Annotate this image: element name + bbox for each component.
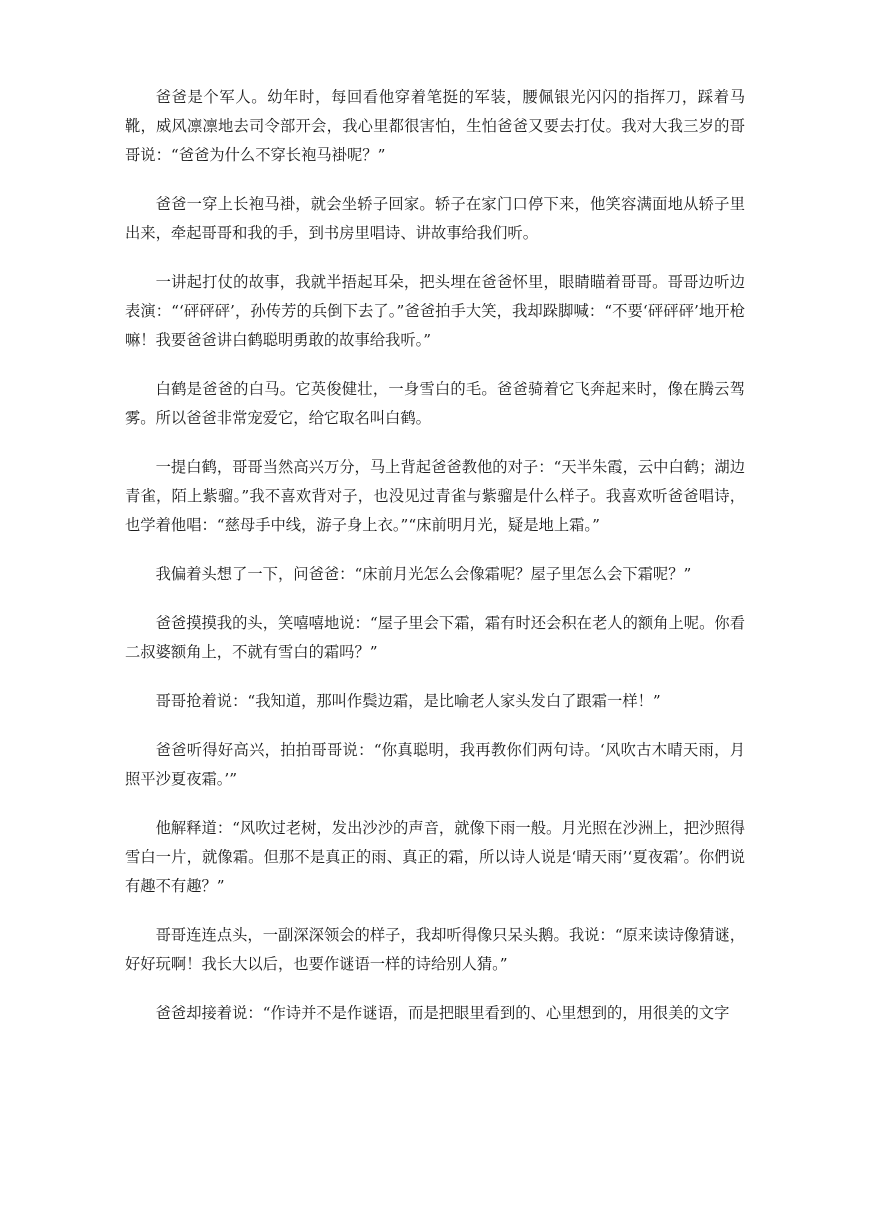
paragraph-1: 爸爸是个军人。幼年时，每回看他穿着笔挺的军装，腰佩银光闪闪的指挥刀，踩着马靴，威风凛凛地去司令部开会，我心里都很害怕，生怕爸爸又要去打仗。我对大我三岁的哥哥说：“爸爸为什么不穿长袍马褂呢？” [125, 88, 745, 164]
paragraph-3: 一讲起打仗的故事，我就半捂起耳朵，把头埋在爸爸怀里，眼睛瞄着哥哥。哥哥边听边表演：“‘砰砰砰’，孙传芳的兵倒下去了。”爸爸拍手大笑，我却跺脚喊：“不要‘砰砰砰’地开枪嘛！我要爸爸讲白鹤聪明勇敢的故事给我听。” [125, 273, 745, 349]
paragraph-12: 爸爸却接着说：“作诗并不是作谜语，而是把眼里看到的、心里想到的，用很美的文字 [155, 1004, 730, 1022]
paragraph-8: 哥哥抢着说：“我知道，那叫作鬓边霜，是比喻老人家头发白了跟霜一样！” [155, 692, 661, 710]
paragraph-7: 爸爸摸摸我的头，笑嘻嘻地说：“屋子里会下霜，霜有时还会积在老人的额角上呢。你看二叔婆额角上，不就有雪白的霜吗？” [125, 614, 745, 661]
paragraph-10: 他解释道：“风吹过老树，发出沙沙的声音，就像下雨一般。月光照在沙洲上，把沙照得雪白一片，就像霜。但那不是真正的雨、真正的霜，所以诗人说是‘晴天雨’‘夏夜霜’。你們说有趣不有趣？” [125, 819, 745, 895]
article-body [125, 83, 745, 1048]
paragraph-2: 爸爸一穿上长袍马褂，就会坐轿子回家。轿子在家门口停下来，他笑容满面地从轿子里出来，牵起哥哥和我的手，到书房里唱诗、讲故事给我们听。 [125, 195, 745, 242]
paragraph-9: 爸爸听得好高兴，拍拍哥哥说：“你真聪明，我再教你们两句诗。‘风吹古木晴天雨，月照平沙夏夜霜。’” [125, 741, 745, 788]
paragraph-4: 白鹤是爸爸的白马。它英俊健壮，一身雪白的毛。爸爸骑着它飞奔起来时，像在腾云驾雾。所以爸爸非常宠爱它，给它取名叫白鹤。 [125, 380, 745, 427]
paragraph-6: 我偏着头想了一下，问爸爸：“床前月光怎么会像霜呢？屋子里怎么会下霜呢？” [155, 565, 692, 583]
paragraph-5: 一提白鹤，哥哥当然高兴万分，马上背起爸爸教他的对子：“天半朱霞，云中白鹤；湖边青雀，陌上紫骝。”我不喜欢背对子，也没见过青雀与紫骝是什么样子。我喜欢听爸爸唱诗，也学着他唱：“慈母手中线，游子身上衣。”“床前明月光，疑是地上霜。” [125, 458, 745, 534]
paragraph-11: 哥哥连连点头，一副深深领会的样子，我却听得像只呆头鹅。我说：“原来读诗像猜谜，好好玩啊！我长大以后，也要作谜语一样的诗给别人猜。” [125, 926, 745, 973]
